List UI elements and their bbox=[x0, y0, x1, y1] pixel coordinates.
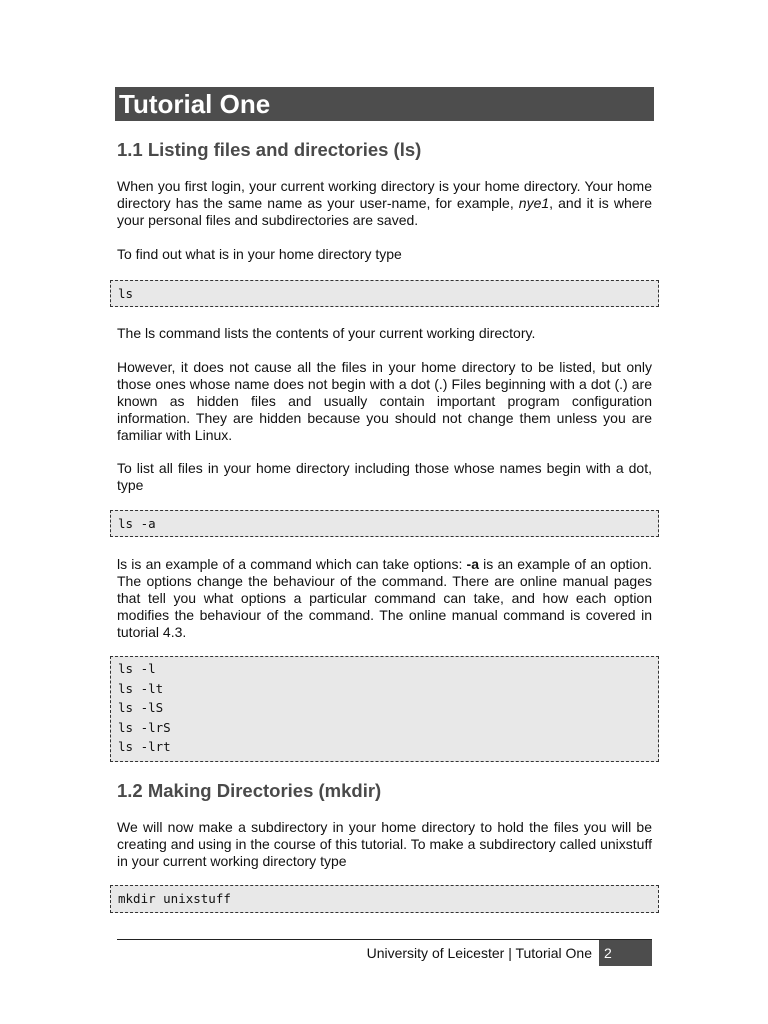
para-1-text-b: , and it is where your personal files and subdirectories are saved. bbox=[117, 195, 652, 228]
footer-text: University of Leicester | Tutorial One bbox=[366, 945, 592, 961]
section-1-paragraph-1 bbox=[117, 178, 652, 229]
code-line: ls -lrS bbox=[118, 719, 171, 735]
para-6-text-c: is an example of an option. The options change the behaviour of the command. There are online manual pages that tell you what options a particular command can take, and how each option modifies the behaviour of the command. The online manual command is covered in tutorial 4.3. bbox=[117, 556, 652, 640]
page-number: 2 bbox=[599, 940, 652, 966]
section-1-heading: 1.1 Listing files and directories (ls) bbox=[117, 139, 422, 160]
section-1-paragraph-5: To list all files in your home directory including those whose names begin with a dot, type bbox=[117, 460, 652, 493]
para-1-example-username: nye1 bbox=[518, 195, 550, 211]
code-line: ls -l bbox=[118, 661, 156, 676]
section-2-paragraph-1: We will now make a subdirectory in your home directory to hold the files you will be creating and using in the course of this tutorial. To make a subdirectory called unixstuff in your current working directory type bbox=[117, 819, 652, 869]
section-1-paragraph-4: However, it does not cause all the files in your home directory to be listed, but only those ones whose name does not begin with a dot (.) Files beginning with a dot (.) are known as hidden files and usually contain important program configuration information. They are hidden because you should not change them unless you are familiar with Linux. bbox=[117, 359, 652, 443]
para-6-text-a: ls is an example of a command which can take options: bbox=[117, 556, 467, 572]
code-line: ls -lt bbox=[118, 680, 164, 696]
para-6-option-a: -a bbox=[466, 556, 479, 572]
para-1-text-a: When you first login, your current working directory is your home directory. Your home directory has the same name as your user-name, for example, bbox=[117, 178, 652, 211]
code-block-ls-options bbox=[110, 656, 659, 762]
code-block-ls-a bbox=[110, 510, 659, 537]
tutorial-title: Tutorial One bbox=[115, 87, 654, 121]
section-2-heading: 1.2 Making Directories (mkdir) bbox=[117, 780, 382, 801]
code-block-mkdir bbox=[110, 885, 659, 913]
code-line: mkdir unixstuff bbox=[118, 891, 231, 906]
section-1-paragraph-6 bbox=[117, 556, 652, 641]
code-line: ls -a bbox=[118, 516, 156, 531]
code-line: ls -lrt bbox=[118, 739, 171, 755]
code-line: ls -lS bbox=[118, 700, 164, 716]
code-block-ls bbox=[110, 280, 659, 307]
section-1-paragraph-2: To find out what is in your home directory type bbox=[117, 246, 402, 262]
footer-divider bbox=[117, 939, 652, 940]
code-line: ls bbox=[118, 286, 134, 301]
section-1-paragraph-3: The ls command lists the contents of your current working directory. bbox=[117, 325, 536, 341]
